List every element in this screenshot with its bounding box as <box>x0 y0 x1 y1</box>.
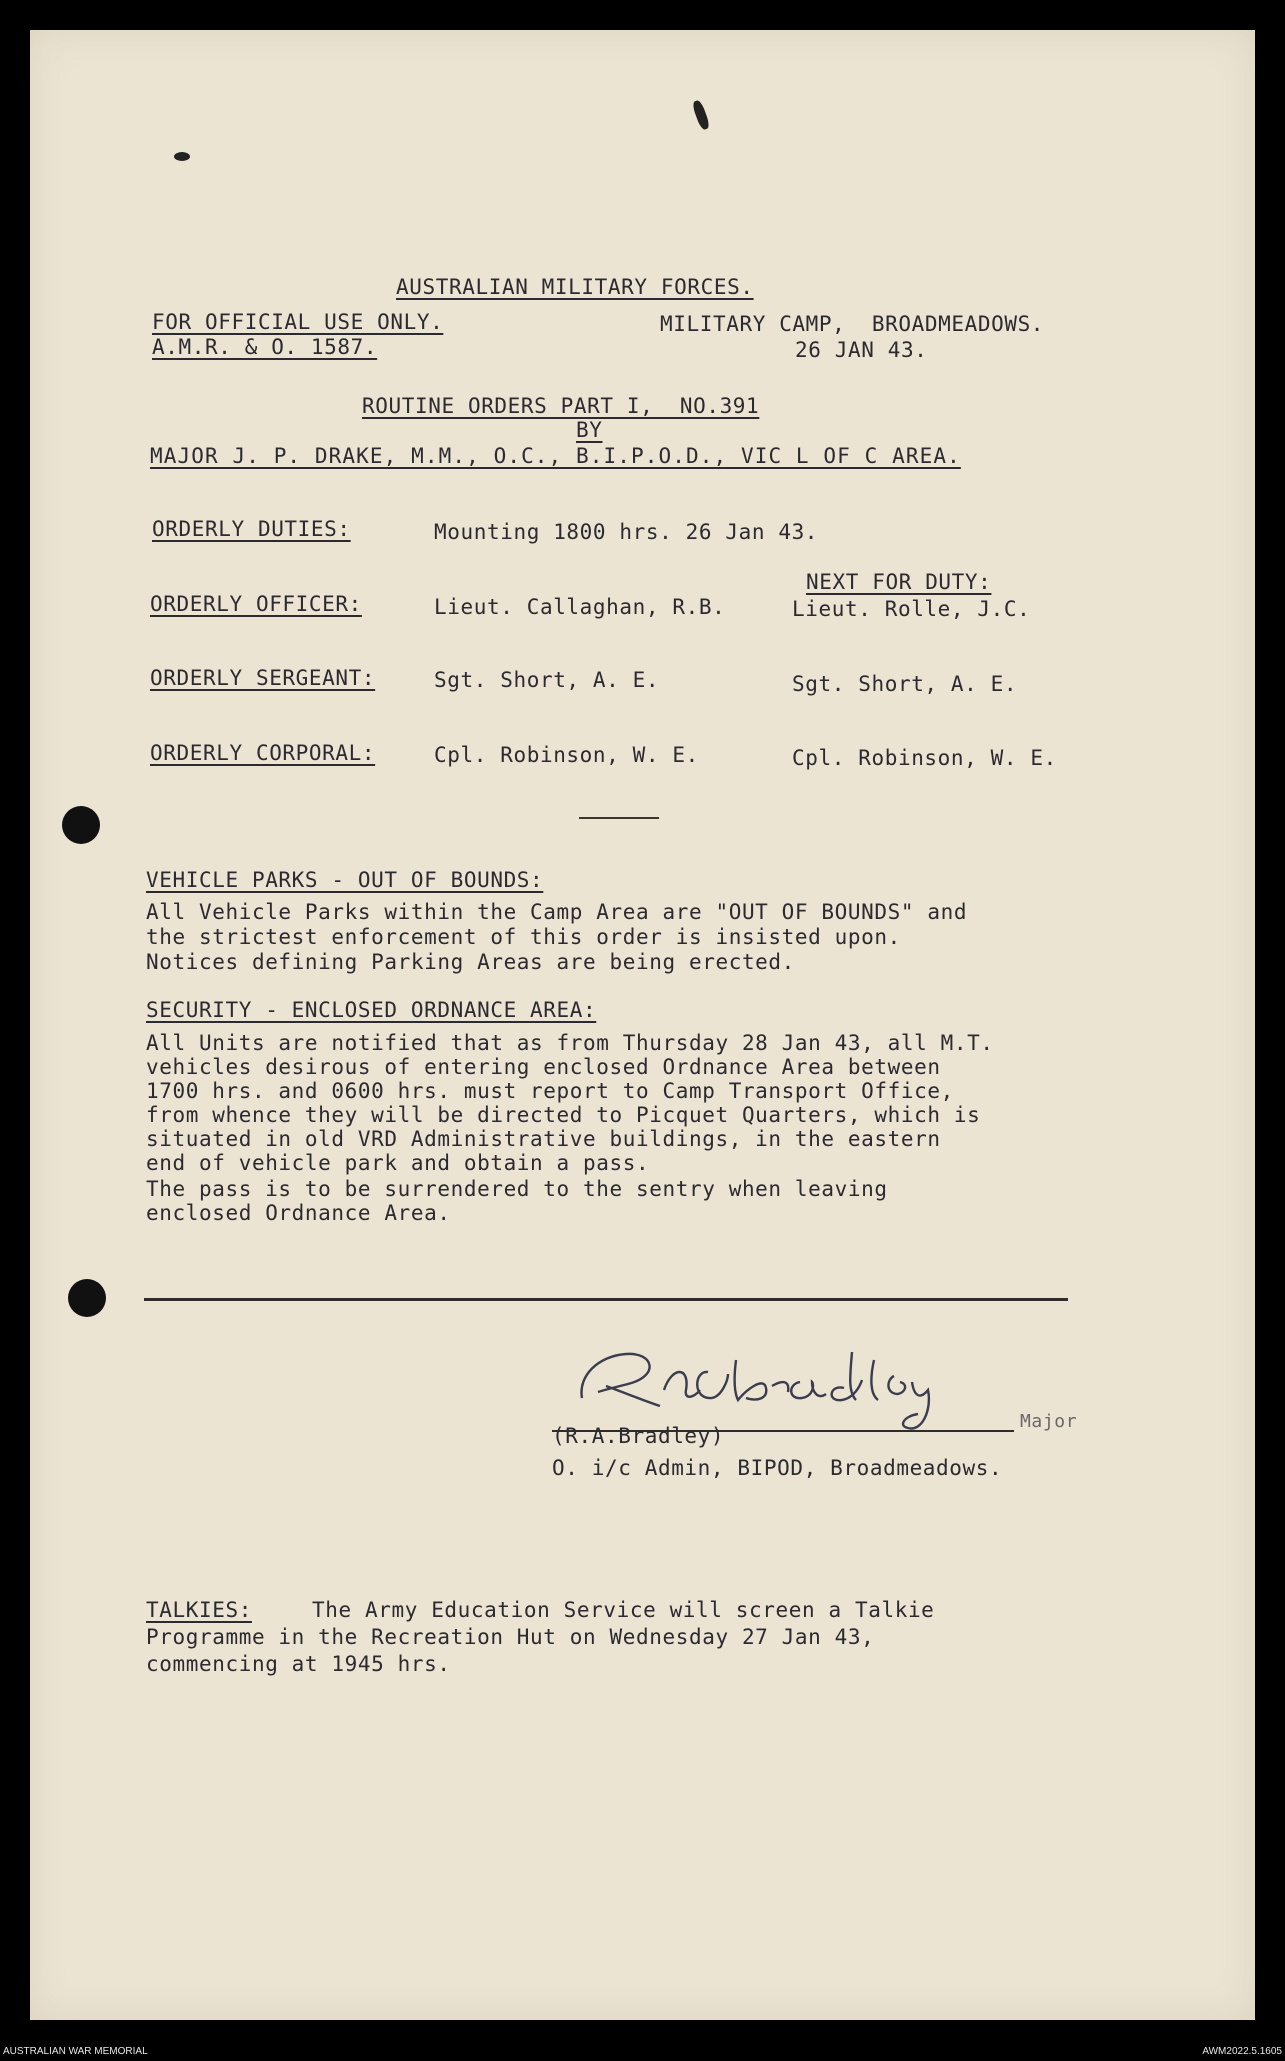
signatory-title: O. i/c Admin, BIPOD, Broadmeadows. <box>552 1456 1003 1480</box>
vehicle-parks-heading: VEHICLE PARKS - OUT OF BOUNDS: <box>146 868 544 892</box>
security-line: from whence they will be directed to Picquet Quarters, which is <box>146 1103 981 1127</box>
orderly-officer-label: ORDERLY OFFICER: <box>150 592 362 616</box>
orderly-duties-label: ORDERLY DUTIES: <box>152 517 351 541</box>
orderly-corporal-label: ORDERLY CORPORAL: <box>150 741 376 765</box>
vehicle-parks-line: Notices defining Parking Areas are being erected. <box>146 950 795 974</box>
punch-hole <box>68 1279 106 1317</box>
signatory-name: (R.A.Bradley) <box>552 1424 725 1448</box>
issuer-line: MAJOR J. P. DRAKE, M.M., O.C., B.I.P.O.D., VIC L OF C AREA. <box>150 444 961 468</box>
orderly-officer-next: Lieut. Rolle, J.C. <box>792 597 1031 621</box>
orderly-sergeant-label: ORDERLY SERGEANT: <box>150 666 376 690</box>
order-date: 26 JAN 43. <box>795 338 928 362</box>
orders-by: BY <box>576 418 603 442</box>
footer-institution: AUSTRALIAN WAR MEMORIAL <box>3 2046 148 2057</box>
handwritten-signature <box>568 1336 988 1436</box>
talkies-line: Programme in the Recreation Hut on Wednesday 27 Jan 43, <box>146 1625 875 1649</box>
talkies-first-line: The Army Education Service will screen a Talkie <box>312 1598 935 1622</box>
vehicle-parks-line: All Vehicle Parks within the Camp Area are "OUT OF BOUNDS" and <box>146 900 968 924</box>
signature-rank: Major <box>1020 1411 1078 1432</box>
talkies-heading: TALKIES: <box>146 1598 252 1622</box>
official-use-label: FOR OFFICIAL USE ONLY. <box>152 310 444 334</box>
vehicle-parks-line: the strictest enforcement of this order is insisted upon. <box>146 925 901 949</box>
camp-location: MILITARY CAMP, BROADMEADOWS. <box>660 312 1045 336</box>
orderly-officer-current: Lieut. Callaghan, R.B. <box>434 595 726 619</box>
orderly-sergeant-next: Sgt. Short, A. E. <box>792 672 1018 696</box>
punch-hole <box>62 806 100 844</box>
security-heading: SECURITY - ENCLOSED ORDNANCE AREA: <box>146 998 597 1022</box>
orderly-duties-value: Mounting 1800 hrs. 26 Jan 43. <box>434 520 819 544</box>
section-divider <box>144 1298 1068 1301</box>
security-line: All Units are notified that as from Thursday 28 Jan 43, all M.T. <box>146 1031 994 1055</box>
orderly-corporal-next: Cpl. Robinson, W. E. <box>792 746 1057 770</box>
orders-title: ROUTINE ORDERS PART I, NO.391 <box>362 394 760 418</box>
footer-catalogue-id: AWM2022.5.1605 <box>1202 2046 1282 2057</box>
talkies-line: commencing at 1945 hrs. <box>146 1652 451 1676</box>
security-line: situated in old VRD Administrative buildings, in the eastern <box>146 1127 941 1151</box>
reference-number: A.M.R. & O. 1587. <box>152 335 378 359</box>
next-for-duty-label: NEXT FOR DUTY: <box>806 570 992 594</box>
orderly-corporal-current: Cpl. Robinson, W. E. <box>434 743 699 767</box>
security-line: 1700 hrs. and 0600 hrs. must report to Camp Transport Office, <box>146 1079 954 1103</box>
orderly-sergeant-current: Sgt. Short, A. E. <box>434 668 660 692</box>
security-line: vehicles desirous of entering enclosed Ordnance Area between <box>146 1055 941 1079</box>
security-line: enclosed Ordnance Area. <box>146 1201 451 1225</box>
security-line: The pass is to be surrendered to the sentry when leaving <box>146 1177 888 1201</box>
header-title: AUSTRALIAN MILITARY FORCES. <box>396 275 754 299</box>
paper-tear <box>174 152 190 161</box>
separator-dash <box>579 817 659 819</box>
security-line: end of vehicle park and obtain a pass. <box>146 1151 650 1175</box>
